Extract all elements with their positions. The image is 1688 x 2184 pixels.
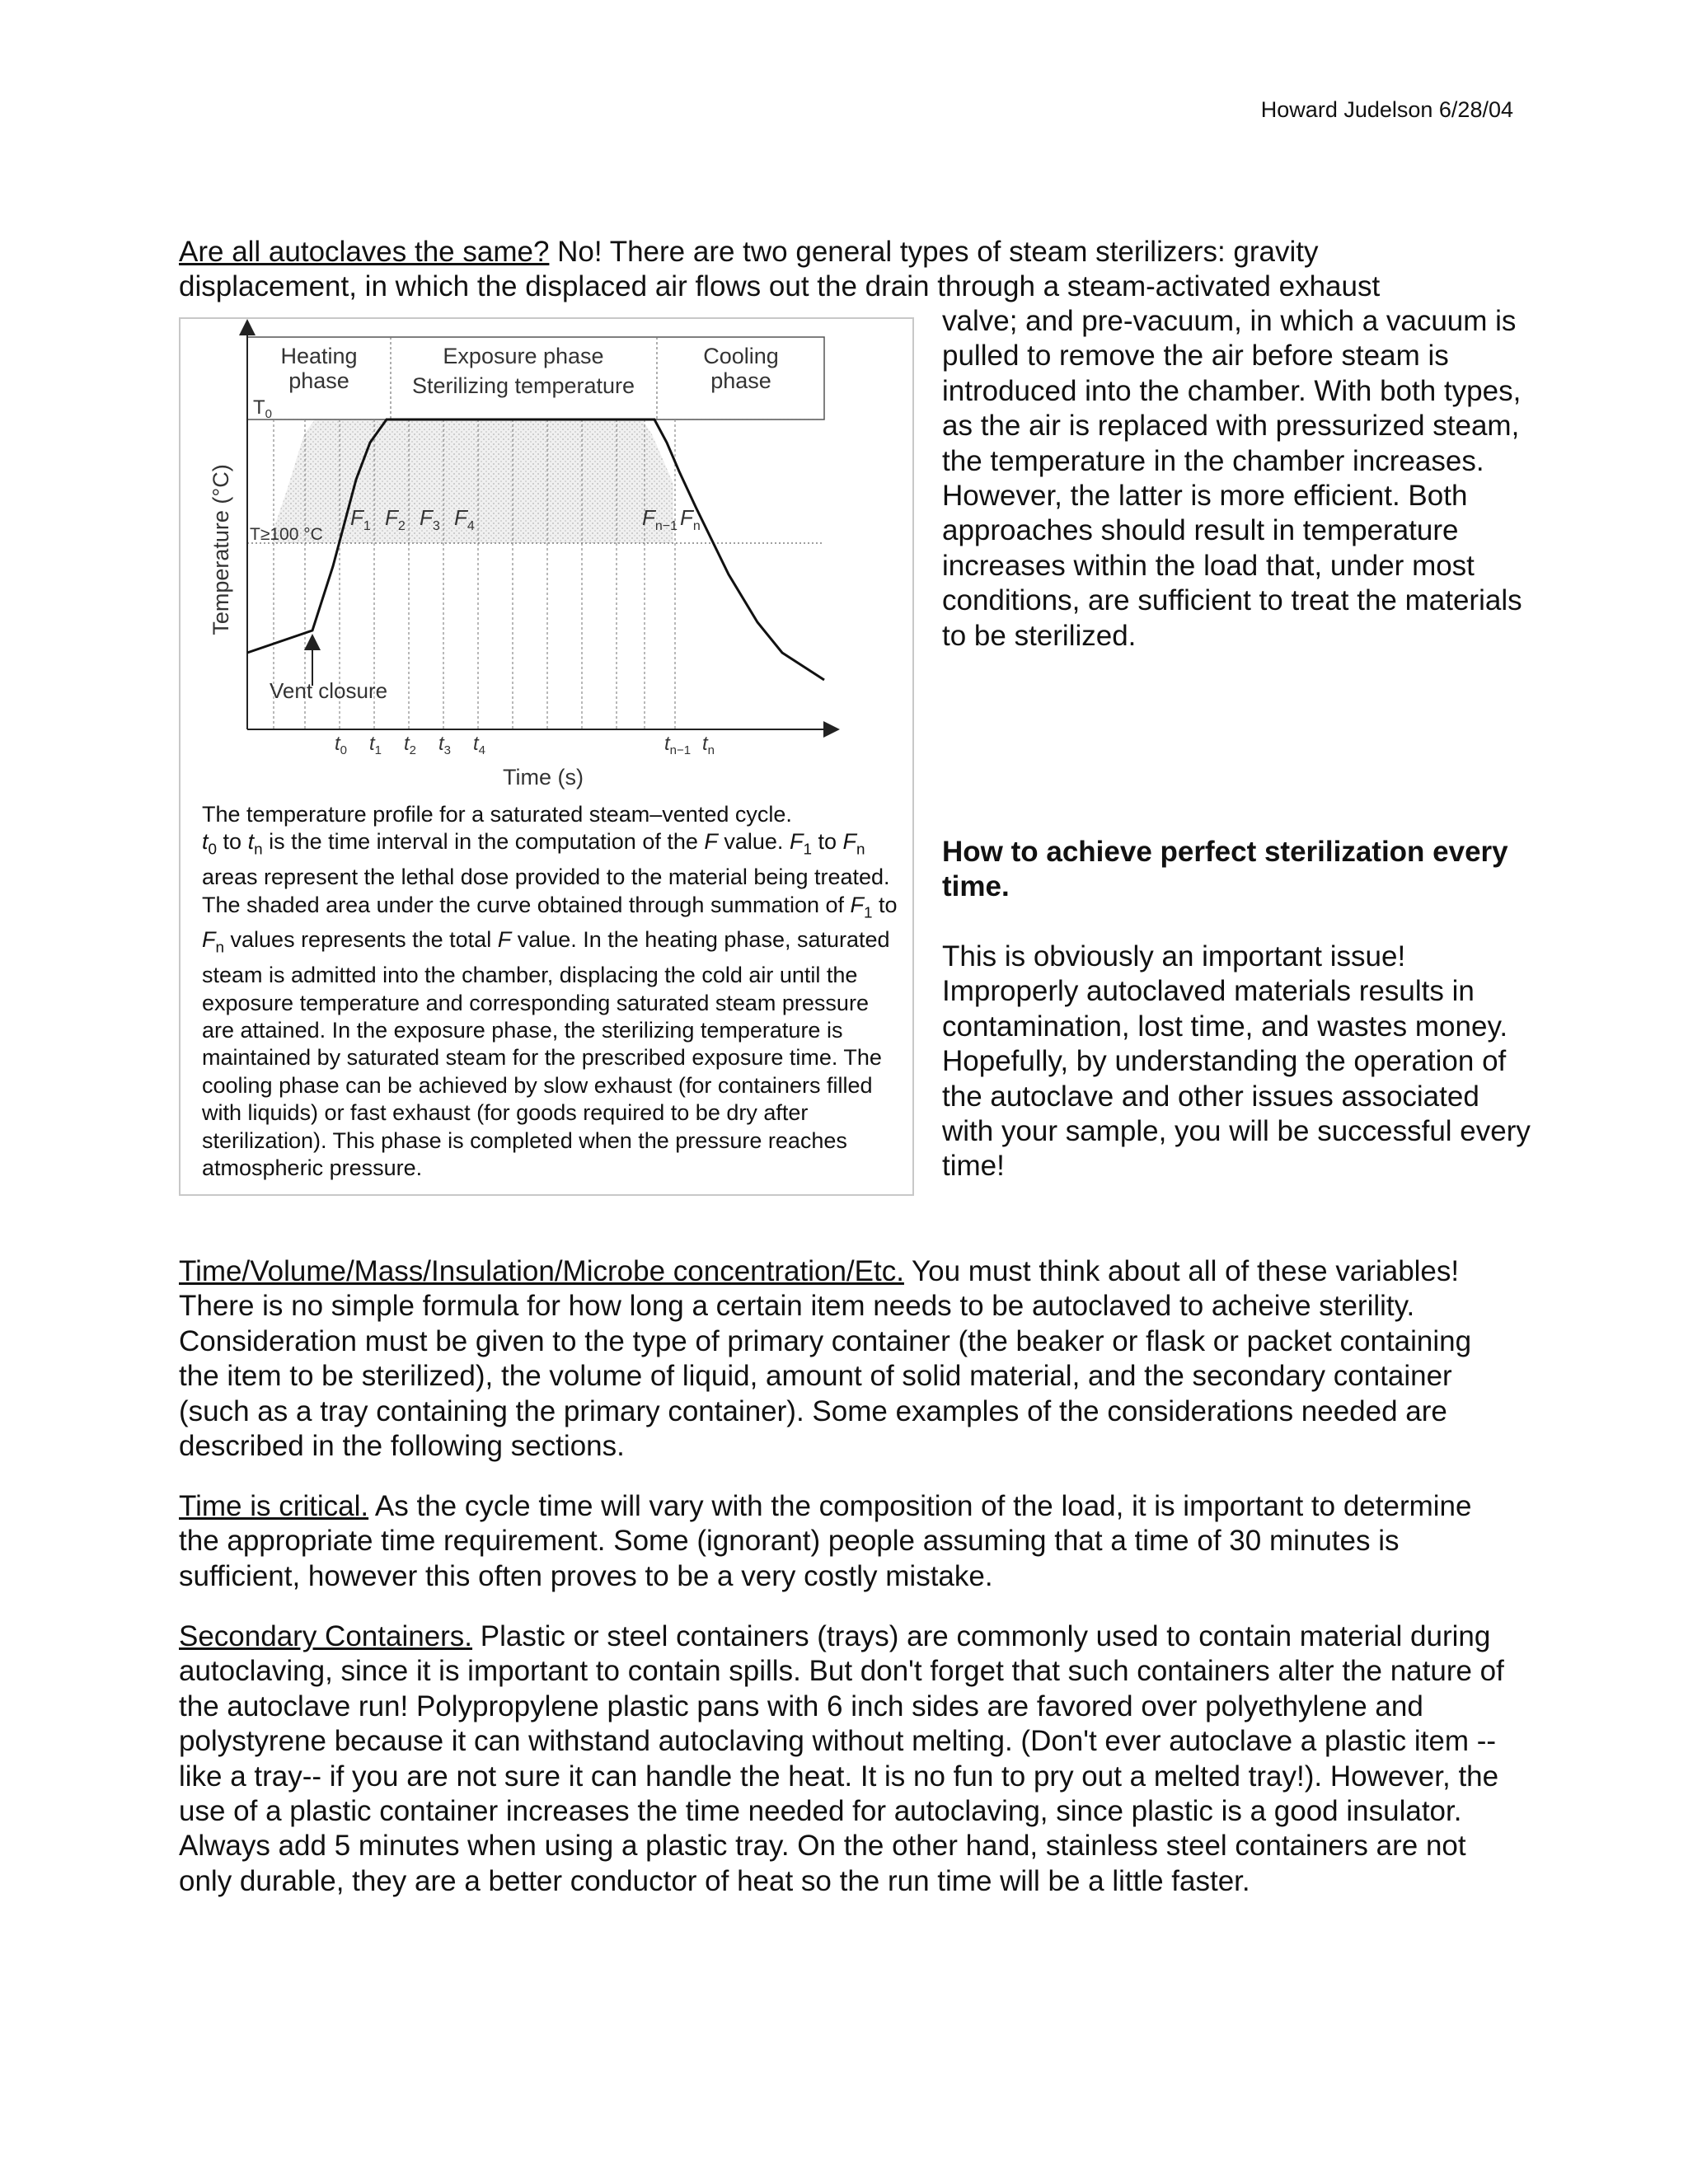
x-axis-label: Time (s)	[503, 765, 584, 790]
t-label-1: $t_1$	[369, 733, 382, 757]
section5-paragraph	[179, 1619, 1514, 1899]
t-label-4: $t_4$	[473, 733, 486, 757]
section5-heading: Secondary Containers.	[179, 1620, 473, 1652]
section2-text: This is obviously an important issue! Improperly autoclaved materials results in contamination, lost time, and wastes money. Hopefully, by understanding the operation of the autoclave and other issues associated with your sample, you will be successful every time!	[942, 940, 1531, 1183]
section3-paragraph	[179, 1254, 1514, 1464]
section5-text: Plastic or steel containers (trays) are commonly used to contain material during autoclaving, since it is important to contain spills. But don't forget that such containers alter the nature of the autoclave run! Polypropylene plastic pans with 6 inch sides are favored over polyethylene and polystyrene because it can withstand autoclaving without melting. (Don't ever autoclave a plastic item -- like a tray-- if you are not sure it can handle the heat. It is no fun to pry out a melted tray!). However, the use of a plastic container increases the time needed for autoclaving, since plastic is a good insulator. Always add 5 minutes when using a plastic tray. On the other hand, stainless steel containers are not only durable, they are a better conductor of heat so the run time will be a little faster.	[179, 1620, 1504, 1897]
phase-cooling-line2: phase	[710, 368, 771, 393]
phase-cooling-line1: Cooling	[703, 344, 779, 368]
intro-heading: Are all autoclaves the same?	[179, 236, 550, 268]
t-label-n-minus-1: $t_{n-1}$	[664, 733, 692, 757]
section4-heading: Time is critical.	[179, 1490, 369, 1522]
intro-paragraph	[179, 235, 1514, 305]
section2-heading: How to achieve perfect sterilization every time.	[942, 836, 1508, 903]
section4-text: As the cycle time will vary with the composition of the load, it is important to determine the appropriate time requirement. Some (ignorant) people assuming that a time of 30 minutes is sufficient, however this often proves to be a very costly mistake.	[179, 1490, 1472, 1592]
t-labels	[335, 733, 715, 757]
f-label-1: $F_1$	[350, 505, 371, 533]
y-axis-label: Temperature (°C)	[209, 464, 233, 635]
intro-line1: No! There are two general types of steam sterilizers: gravity	[549, 236, 1319, 268]
temperature-profile-diagram	[181, 319, 914, 797]
t-label-2: $t_2$	[404, 733, 417, 757]
figure-box	[179, 317, 914, 1196]
phase-heating-line2: phase	[288, 368, 349, 393]
f-label-n-minus-1: $F_{n-1}$	[642, 505, 678, 533]
section3-heading: Time/Volume/Mass/Insulation/Microbe concentration/Etc.	[179, 1255, 904, 1287]
t-label-3: $t_3$	[438, 733, 452, 757]
section3-text: You must think about all of these variables! There is no simple formula for how long a certain item needs to be autoclaved to acheive sterility. Consideration must be given to the type of primary container (the beaker or flask or packet containing the item to be sterilized), the volume of liquid, amount of solid material, and the secondary container (such as a tray containing the primary container). Some examples of the considerations needed are described in the following sections.	[179, 1255, 1472, 1463]
f-label-4: $F_4$	[454, 505, 475, 533]
phase-exposure-line2: Sterilizing temperature	[411, 373, 635, 398]
f-label-2: $F_2$	[385, 505, 406, 533]
vent-closure-label: Vent closure	[270, 678, 388, 703]
t100-label: T≥100 °C	[250, 525, 323, 544]
phase-heating-line1: Heating	[280, 344, 358, 368]
intro-line2: displacement, in which the displaced air flows out the drain through a steam-activated exhaust	[179, 270, 1381, 303]
figure-caption: The temperature profile for a saturated steam–vented cycle. $t_0$ to $t_n$ is the time interval in the computation of the F value. $F_1$ to $F_n$ areas represent the lethal dose provided to the material being treated. The shaded area under the curve obtained through summation of $F_1$ to $F_n$ values represents the total F value. In the heating phase, saturated steam is admitted into the chamber, displacing the cold air until the exposure temperature and corresponding saturated steam pressure are attained. In the exposure phase, the sterilizing temperature is maintained by saturated steam for the prescribed exposure time. The cooling phase can be achieved by slow exhaust (for containers filled with liquids) or fast exhaust (for goods required to be dry after sterilization). This phase is completed when the pressure reaches atmospheric pressure.	[202, 802, 898, 1181]
phase-exposure-line1: Exposure phase	[443, 344, 604, 368]
header-author-date: Howard Judelson 6/28/04	[1260, 97, 1513, 122]
t0-label: $T_0$	[253, 396, 273, 421]
t-label-n: $t_n$	[702, 733, 715, 757]
intro-continuation: valve; and pre-vacuum, in which a vacuum is pulled to remove the air before steam is introduced into the chamber. With both types, as the air is replaced with pressurized steam, the temperature in the chamber increases. However, the latter is more efficient. Both approaches should result in temperature increases within the load that, under most conditions, are sufficient to treat the materials to be sterilized.	[942, 305, 1522, 652]
section4-paragraph	[179, 1489, 1514, 1594]
t-label-0: $t_0$	[335, 733, 348, 757]
f-label-3: $F_3$	[420, 505, 440, 533]
f-label-n: $F_n$	[680, 505, 701, 533]
